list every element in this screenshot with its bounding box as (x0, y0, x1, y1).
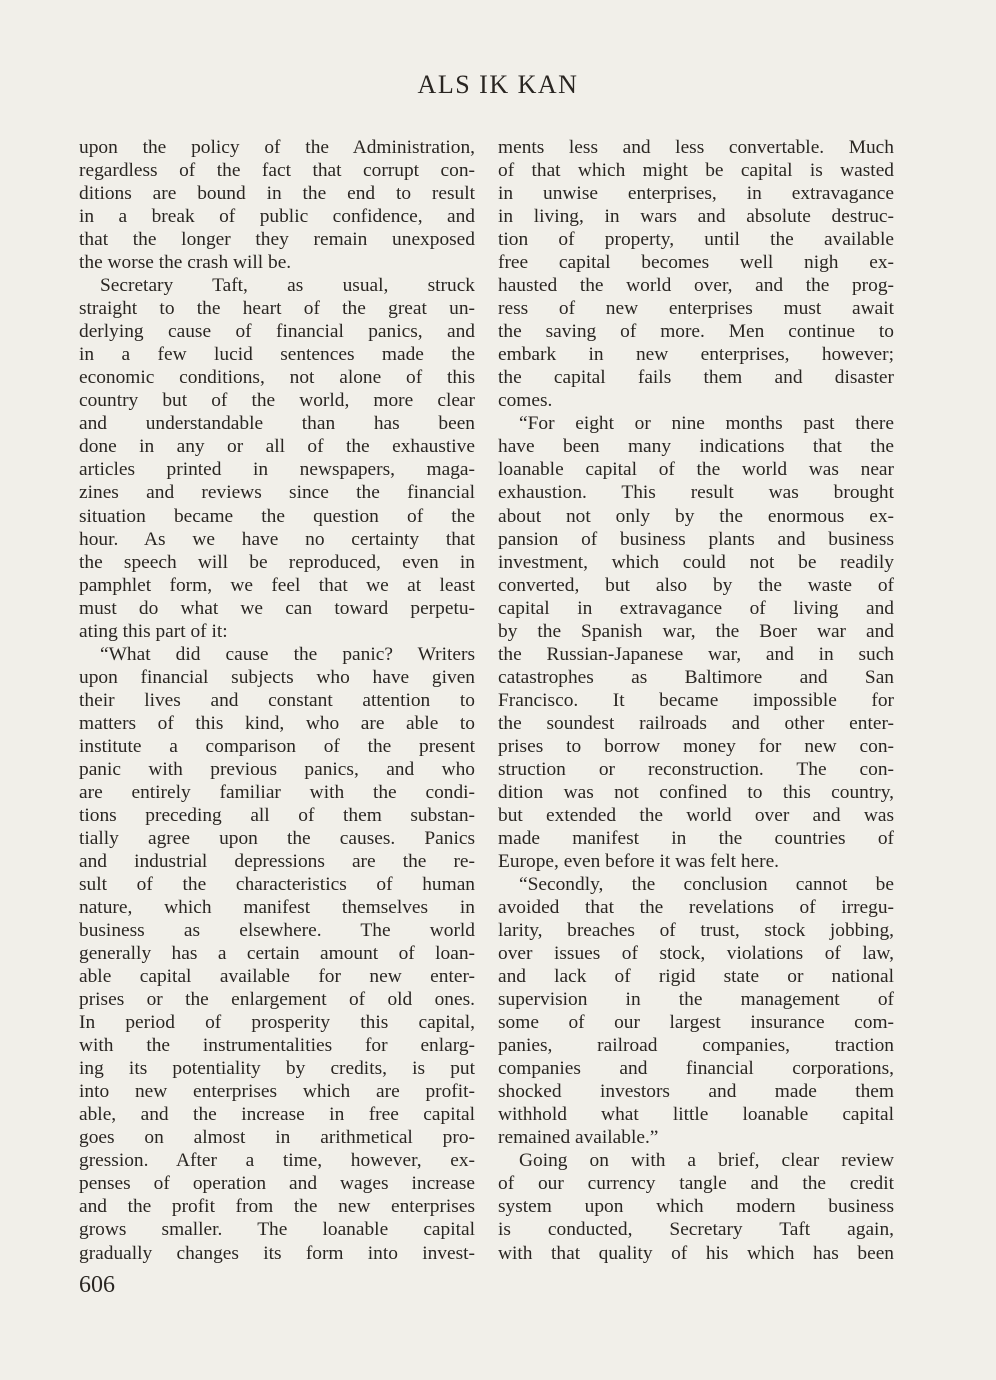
text-line: grows smaller. The loanable capital (79, 1219, 475, 1241)
text-line: prises to borrow money for new con- (498, 735, 894, 757)
text-line: in living, in wars and absolute destruc- (498, 206, 894, 228)
text-line: comes. (498, 390, 553, 412)
text-line: the Russian-Japanese war, and in such (498, 643, 894, 665)
text-line: remained available.” (498, 1127, 659, 1149)
text-line: hausted the world over, and the prog- (498, 275, 894, 297)
text-line: gression. After a time, however, ex- (79, 1150, 475, 1172)
text-line: regardless of the fact that corrupt con- (79, 160, 475, 182)
text-line: larity, breaches of trust, stock jobbing, (498, 920, 894, 942)
text-line: ing its potentiality by credits, is put (79, 1058, 475, 1080)
text-line: straight to the heart of the great un- (79, 298, 475, 320)
text-line: “What did cause the panic? Writers (100, 643, 475, 665)
text-line: struction or reconstruction. The con- (498, 758, 894, 780)
text-line: “Secondly, the conclusion cannot be (519, 874, 894, 895)
text-line: the speech will be reproduced, even in (79, 551, 475, 573)
text-line: sult of the characteristics of human (79, 874, 475, 895)
text-line: zines and reviews since the financial (79, 482, 475, 504)
text-line: and understandable than has been (79, 413, 475, 435)
text-line: and lack of rigid state or national (498, 966, 894, 988)
text-line: derlying cause of financial panics, and (79, 321, 475, 343)
text-line: panic with previous panics, and who (79, 758, 475, 780)
text-line: with that quality of his which has been (498, 1242, 894, 1264)
text-line: able, and the increase in free capital (79, 1104, 475, 1126)
text-line: and industrial depressions are the re- (79, 850, 475, 872)
text-line: companies and financial corporations, (498, 1058, 894, 1080)
left-column (79, 136, 475, 1265)
text-line: economic conditions, not alone of this (79, 367, 475, 389)
text-line: the capital fails them and disaster (498, 367, 894, 389)
text-line: country but of the world, more clear (79, 390, 475, 412)
text-line: system upon which modern business (498, 1196, 894, 1218)
text-line: free capital becomes well nigh ex- (498, 252, 894, 274)
text-line: business as elsewhere. The world (79, 920, 475, 942)
text-line: catastrophes as Baltimore and San (498, 666, 894, 688)
text-line: penses of operation and wages increase (79, 1173, 475, 1195)
text-line: their lives and constant attention to (79, 689, 475, 711)
text-line: upon the policy of the Administration, (79, 137, 475, 158)
text-line: in a few lucid sentences made the (79, 344, 475, 366)
text-line: hour. As we have no certainty that (79, 528, 475, 550)
text-line: embark in new enterprises, however; (498, 344, 894, 366)
text-line: goes on almost in arithmetical pro- (79, 1127, 475, 1149)
right-column (498, 136, 894, 1265)
text-line: generally has a certain amount of loan- (79, 943, 475, 965)
text-line: in unwise enterprises, in extravagance (498, 183, 894, 205)
text-line: ditions are bound in the end to result (79, 183, 475, 205)
text-line: withhold what little loanable capital (498, 1104, 894, 1126)
text-line: of that which might be capital is wasted (498, 160, 894, 182)
text-line: investment, which could not be readily (498, 551, 894, 573)
text-line: about not only by the enormous ex- (498, 505, 894, 527)
text-line: Going on with a brief, clear review (519, 1150, 894, 1172)
text-line: that the longer they remain unexposed (79, 229, 475, 251)
text-line: pamphlet form, we feel that we at least (79, 574, 475, 596)
text-line: articles printed in newspapers, maga- (79, 459, 475, 481)
text-line: the worse the crash will be. (79, 252, 292, 274)
text-line: converted, but also by the waste of (498, 574, 894, 596)
text-line: the saving of more. Men continue to (498, 321, 894, 343)
text-line: but extended the world over and was (498, 804, 894, 826)
text-line: in a break of public confidence, and (79, 206, 475, 228)
text-line: with the instrumentalities for enlarg- (79, 1035, 475, 1057)
text-line: shocked investors and made them (498, 1081, 894, 1103)
text-line: ress of new enterprises must await (498, 298, 894, 320)
text-line: some of our largest insurance com- (498, 1012, 894, 1034)
text-line: ments less and less convertable. Much (498, 137, 894, 158)
text-line: tially agree upon the causes. Panics (79, 827, 475, 849)
text-line: pansion of business plants and business (498, 528, 894, 550)
text-line: Francisco. It became impossible for (498, 689, 894, 711)
text-line: situation became the question of the (79, 505, 475, 527)
text-line: avoided that the revelations of irregu- (498, 897, 894, 919)
text-line: of our currency tangle and the credit (498, 1173, 894, 1195)
text-line: able capital available for new enter- (79, 966, 475, 988)
text-line: have been many indications that the (498, 436, 894, 458)
page-number: 606 (79, 1272, 115, 1298)
text-line: over issues of stock, violations of law, (498, 943, 894, 965)
text-line: loanable capital of the world was near (498, 459, 894, 481)
text-line: Europe, even before it was felt here. (498, 850, 780, 872)
text-line: the soundest railroads and other enter- (498, 712, 894, 734)
text-line: must do what we can toward perpetu- (79, 597, 475, 619)
text-line: capital in extravagance of living and (498, 597, 894, 619)
text-line: tions preceding all of them substan- (79, 804, 475, 826)
text-line: matters of this kind, who are able to (79, 712, 475, 734)
text-line: In period of prosperity this capital, (79, 1012, 475, 1034)
text-line: by the Spanish war, the Boer war and (498, 620, 894, 642)
page-title: ALS IK KAN (417, 70, 579, 99)
text-line: supervision in the management of (498, 989, 894, 1011)
text-line: institute a comparison of the present (79, 735, 475, 757)
text-line: panies, railroad companies, traction (498, 1035, 894, 1057)
text-line: gradually changes its form into invest- (79, 1242, 475, 1264)
text-line: tion of property, until the available (498, 229, 894, 251)
text-line: exhaustion. This result was brought (498, 482, 894, 504)
text-line: and the profit from the new enterprises (79, 1196, 475, 1218)
text-line: “For eight or nine months past there (519, 413, 894, 435)
text-line: made manifest in the countries of (498, 827, 894, 849)
text-line: ating this part of it: (79, 620, 228, 642)
text-line: upon financial subjects who have given (79, 666, 475, 688)
text-line: prises or the enlargement of old ones. (79, 989, 475, 1011)
text-line: are entirely familiar with the condi- (79, 781, 475, 803)
text-line: nature, which manifest themselves in (79, 897, 475, 919)
text-line: into new enterprises which are profit- (79, 1081, 475, 1103)
text-line: done in any or all of the exhaustive (79, 436, 475, 458)
text-line: dition was not confined to this country, (498, 781, 894, 803)
text-line: is conducted, Secretary Taft again, (498, 1219, 894, 1241)
text-line: Secretary Taft, as usual, struck (100, 275, 475, 297)
